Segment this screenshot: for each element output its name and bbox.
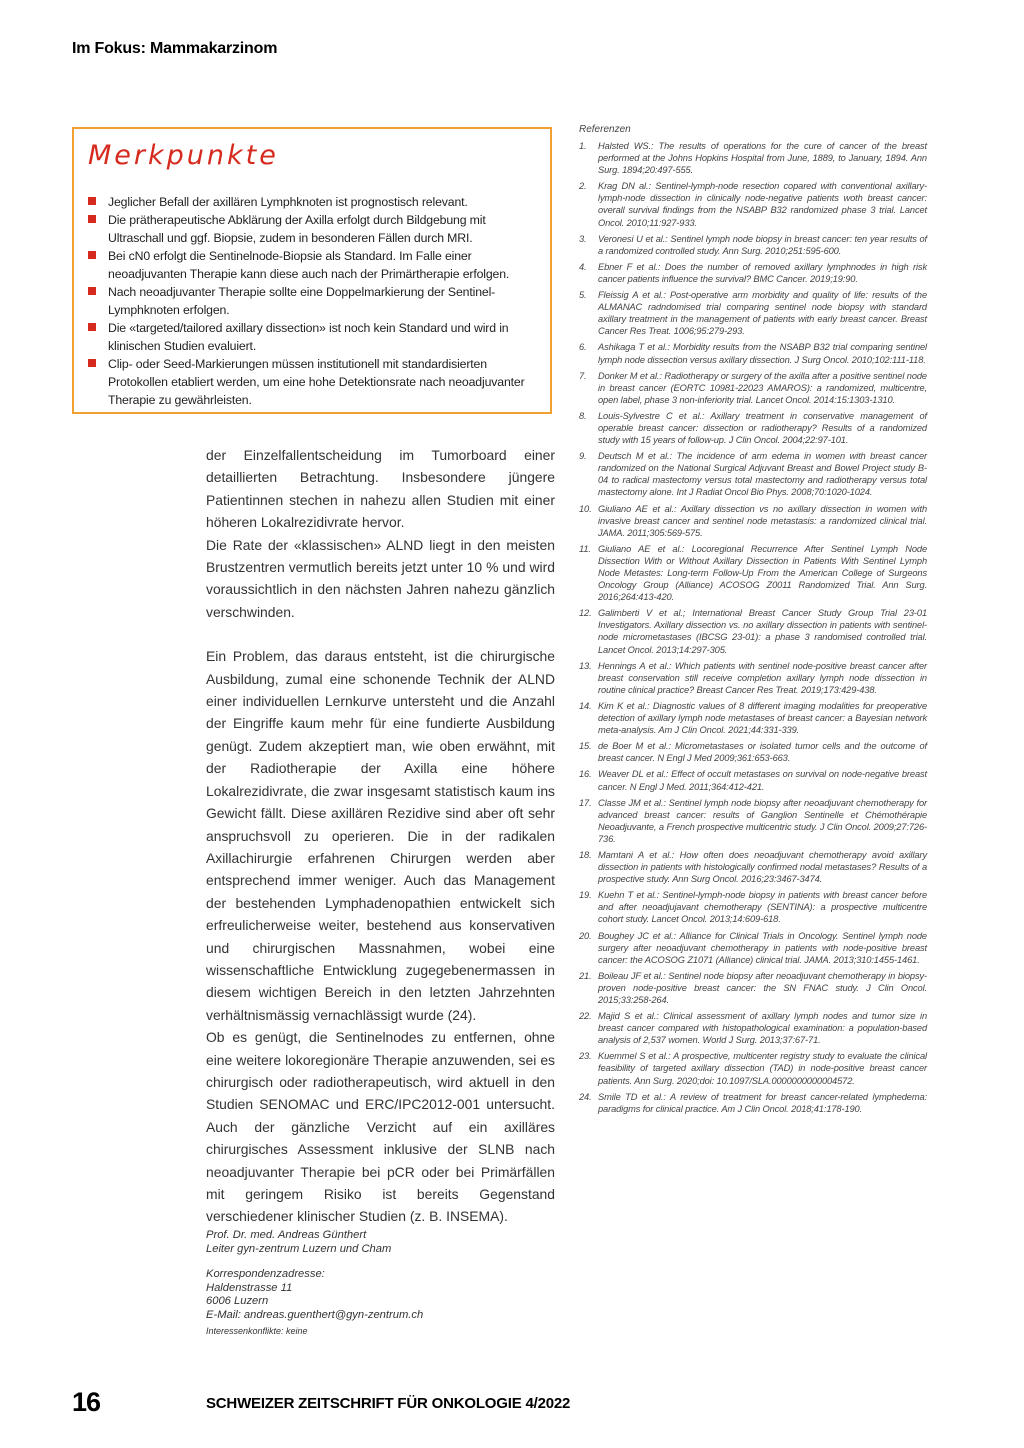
section-title: Im Fokus: Mammakarzinom	[72, 40, 278, 57]
square-bullet-icon	[88, 287, 96, 295]
square-bullet-icon	[88, 215, 96, 223]
reference-text: Ebner F et al.: Does the number of removed axillary lymphnodes in high risk cancer patients influence the survival? BMC Cancer. 2019;19:90.	[598, 261, 927, 284]
reference-item	[579, 849, 927, 885]
author-email: E-Mail: andreas.guenthert@gyn-zentrum.ch	[206, 1308, 424, 1321]
reference-number: 20.	[579, 930, 592, 941]
reference-number: 10.	[579, 503, 592, 514]
reference-item	[579, 607, 927, 655]
article-body	[206, 444, 555, 1228]
address-street: Haldenstrasse 11	[206, 1281, 293, 1294]
reference-text: Krag DN al.: Sentinel-lymph-node resection copared with conventional axillary-lymph-node dissection in clinically node-negative patients woth breast cancer: overall survival findings from the NSABP B32 randomized phase 3 trial. Lancet Oncol. 2010;11:927-933.	[598, 181, 927, 228]
reference-text: Kuehn T et al.: Sentinel-lymph-node biopsy in patients with breast cancer before and after neoadjujavant chemotherapy (SENTINA): a prospective multicentre cohort study. Lancet Oncol. 2013;14:609-618.	[598, 890, 927, 925]
reference-item	[579, 797, 927, 845]
merkpunkte-item	[88, 319, 536, 355]
reference-item	[579, 768, 927, 792]
reference-text: Smile TD et al.: A review of treatment for breast cancer-related lymphedema: paradigms for clinical practice. Am J Clin Oncol. 2018;41:178-190.	[598, 1091, 927, 1114]
reference-item	[579, 341, 927, 365]
reference-number: 18.	[579, 849, 592, 860]
reference-number: 1.	[579, 141, 587, 151]
page-number: 16	[72, 1387, 101, 1417]
reference-item	[579, 1050, 927, 1086]
merkpunkte-item-text: Bei cN0 erfolgt die Sentinelnode-Biopsie als Standard. Im Falle einer neoadjuvanten Therapie kann diese auch nach der Primärtherapie erfolgen.	[108, 249, 510, 281]
references-list	[579, 140, 927, 1115]
reference-number: 15.	[579, 741, 592, 752]
correspondence-block	[206, 1268, 555, 1322]
references-title: Referenzen	[579, 124, 631, 135]
merkpunkte-item	[88, 283, 536, 319]
address-label: Korrespondenzadresse:	[206, 1268, 325, 1280]
square-bullet-icon	[88, 359, 96, 367]
merkpunkte-item-text: Die prätherapeutische Abklärung der Axilla erfolgt durch Bildgebung mit Ultraschall und ggf. Biopsie, zudem in besonderen Fällen durch MRI.	[108, 213, 486, 245]
reference-item	[579, 180, 927, 228]
body-paragraph: Die Rate der «klassischen» ALND liegt in den meisten Brustzentren vermutlich bereits jetzt unter 10 % und wird voraussichtlich in den nächsten Jahren nahezu gänzlich verschwinden.	[206, 536, 555, 620]
reference-item	[579, 140, 927, 176]
reference-text: Giuliano AE et al.: Axillary dissection vs no axillary dissection in women with invasive breast cancer and sentinel node metastasis: a randomized clinical trial. JAMA. 2011;305:569-575.	[598, 503, 927, 538]
merkpunkte-title: Merkpunkte	[88, 140, 279, 171]
reference-text: Kim K et al.: Diagnostic values of 8 different imaging modalities for preoperative detection of axillary lymph node metastases of breast cancer: a Bayesian network meta-analysis. Am J Clin Oncol. 2021;44:331-339.	[598, 700, 927, 736]
reference-number: 12.	[579, 608, 592, 619]
reference-number: 14.	[579, 700, 592, 711]
reference-text: Boileau JF et al.: Sentinel node biopsy after neoadjuvant chemotherapy in biopsy-proven node-positive breast cancer: the SN FNAC study. J Clin Oncol. 2015;33:258-264.	[598, 970, 927, 1005]
reference-item	[579, 970, 927, 1006]
reference-item	[579, 1010, 927, 1046]
paragraph-spacer	[206, 623, 555, 645]
address-city: 6006 Luzern	[206, 1295, 269, 1307]
reference-item	[579, 660, 927, 696]
merkpunkte-item-text: Clip- oder Seed-Markierungen müssen institutionell mit standardisierten Protokollen etabliert werden, um eine hohe Detektionsrate nach neoadjuvanter Therapie zu gewährleisten.	[108, 357, 525, 407]
merkpunkte-item-text: Die «targeted/tailored axillary dissection» ist noch kein Standard und wird in klinischen Studien evaluiert.	[108, 321, 509, 353]
reference-number: 5.	[579, 290, 587, 301]
reference-item	[579, 889, 927, 925]
reference-item	[579, 1091, 927, 1115]
square-bullet-icon	[88, 323, 96, 331]
merkpunkte-item	[88, 355, 536, 409]
reference-item	[579, 740, 927, 764]
reference-number: 6.	[579, 342, 587, 353]
reference-text: Mamtani A et al.: How often does neoadjuvant chemotherapy avoid axillary dissection in patients with histologically confirmed nodal metastases? Results of a prospective study. Ann Surg Oncol. 2016;23:3467-3474.	[598, 849, 927, 885]
reference-item	[579, 289, 927, 337]
reference-number: 9.	[579, 451, 587, 462]
reference-text: Halsted WS.: The results of operations for the cure of cancer of the breast performed at the Johns Hopkins Hospital from June, 1889, to January, 1894. Ann Surg. 1894;20:497-555.	[598, 141, 927, 176]
reference-number: 13.	[579, 660, 592, 671]
body-paragraph: Ein Problem, das daraus entsteht, ist die chirurgische Ausbildung, zumal eine schonende Technik der ALND einer individuellen Lernkurve untersteht und die Anzahl der Eingriffe kaum mehr für eine fundierte Ausbildung genügt. Zudem akzeptiert man, wie oben erwähnt, mit der Radiotherapie der Axilla eine höhere Lokalrezidivrate, die zwar insgesamt statistisch kaum ins Gewicht fällt. Diese axillären Rezidive sind aber oft sehr anspruchsvoll zu operieren. Die in der radikalen Axillachirurgie erfahrenen Chirurgen werden aber entsprechend immer weniger. Auch das Management der bestehenden Lymphadenopathien entwickelt sich erfreulicherweise weiter, bestehend aus konservativen und chirurgischen Massnahmen, wobei eine wissenschaftliche Entwicklung zugegebenermassen in diesem wichtigen Bereich in den letzten Jahrzehnten verhältnismässig vernachlässigt wurde (24).	[206, 648, 555, 1023]
merkpunkte-item	[88, 247, 536, 283]
reference-text: Giuliano AE et al.: Locoregional Recurrence After Sentinel Lymph Node Dissection With or Without Axillary Dissection in Patients With Sentinel Lymph Node Metastes: Long-term Follow-Up From the American College of Surgeons Oncology Group (Alliance) ACOSOG Z0011 Randomized Trial. Ann Surg. 2016;264:413-420.	[598, 543, 927, 603]
reference-number: 3.	[579, 233, 587, 244]
reference-number: 16.	[579, 769, 592, 780]
reference-text: Donker M et al.: Radiotherapy or surgery of the axilla after a positive sentinel node in breast cancer (EORTC 10981-22023 AMAROS): a randomized, multicentre, open label, phase 3 non-inferiority trial. Lancet Oncol. 2014:15:1303-1310.	[598, 370, 927, 405]
conflict-of-interest: Interessenkonflikte: keine	[206, 1326, 308, 1336]
reference-text: Galimberti V et al.; International Breast Cancer Study Group Trial 23-01 Investigators. Axillary dissection vs. no axillary dissection in patients with sentinel-node micrometastases (IBCSG 23-01): a phase 3 randomised controlled trial. Lancet Oncol. 2013;14:297-305.	[598, 608, 927, 655]
reference-number: 11.	[579, 543, 591, 554]
reference-text: Majid S et al.: Clinical assessment of axillary lymph nodes and tumor size in breast cancer compared with histopathological examination: a population-based analysis of 2,537 women. World J Surg. 2013;37:67-71.	[598, 1011, 927, 1046]
reference-number: 21.	[579, 970, 592, 981]
reference-item	[579, 233, 927, 257]
reference-item	[579, 543, 927, 603]
reference-text: Hennings A et al.: Which patients with sentinel node-positive breast cancer after breast conservation still receive completion axillary lymph node dissection in routine clinical practice? Breast Cancer Res Treat. 2019;173:429-438.	[598, 660, 927, 695]
reference-text: Ashikaga T et al.: Morbidity results from the NSABP B32 trial comparing sentinel lymph node dissection versus axillary dissection. J Surg Oncol. 2010;102:111-118.	[598, 342, 927, 365]
reference-text: Deutsch M et al.: The incidence of arm edema in women with breast cancer randomized on the National Surgical Adjuvant Breast and Bowel Project study B-04 to radical mastectomy versus total mastectomy and radiotherapy versus total mastectomy alone. Int J Radiat Oncol Bio Phys. 2008;70:1020-1024.	[598, 451, 927, 498]
reference-number: 2.	[579, 181, 587, 192]
reference-number: 22.	[579, 1011, 592, 1022]
reference-item	[579, 503, 927, 539]
merkpunkte-item	[88, 193, 536, 211]
reference-number: 4.	[579, 261, 587, 272]
author-block	[206, 1229, 555, 1339]
reference-number: 17.	[579, 797, 592, 808]
reference-item	[579, 450, 927, 498]
author-name: Prof. Dr. med. Andreas Günthert	[206, 1229, 367, 1241]
merkpunkte-box	[72, 127, 552, 414]
reference-number: 19.	[579, 890, 592, 901]
reference-text: Veronesi U et al.: Sentinel lymph node biopsy in breast cancer: ten year results of a randomized controlled study. Ann Surg. 2010;251:595-600.	[598, 233, 927, 256]
reference-number: 24.	[579, 1091, 592, 1102]
reference-number: 23.	[579, 1051, 592, 1062]
reference-item	[579, 261, 927, 285]
reference-text: Weaver DL et al.: Effect of occult metastases on survival on node-negative breast cancer. N Engl J Med. 2011;364:412-421.	[598, 769, 927, 792]
journal-name: SCHWEIZER ZEITSCHRIFT FÜR ONKOLOGIE 4/2022	[206, 1395, 571, 1412]
reference-text: de Boer M et al.: Micrometastases or isolated tumor cells and the outcome of breast cancer. N Engl J Med 2009;361:653-663.	[598, 741, 927, 764]
reference-item	[579, 700, 927, 736]
reference-item	[579, 410, 927, 446]
merkpunkte-list	[88, 193, 536, 409]
square-bullet-icon	[88, 197, 96, 205]
reference-text: Classe JM et al.: Sentinel lymph node biopsy after neoadjuvant chemotherapy for advanced breast cancer: results of Ganglion Sentinelle et Chémothérapie Neoadjuvante, a French prospective multicentric study. J Clin Oncol. 2009;27:726-736.	[598, 797, 927, 844]
merkpunkte-item	[88, 211, 536, 247]
reference-text: Fleissig A et al.: Post-operative arm morbidity and quality of life: results of the ALMANAC radndomised trial comparing sentinel node biopsy with standard axillary treatment in the management of patients with early breast cancer. Breast Cancer Res Treat. 1006;95:279-293.	[598, 290, 927, 337]
reference-text: Kuemmel S et al.: A prospective, multicenter registry study to evaluate the clinical feasibility of targeted axillary dissection (TAD) in node-positive breast cancer patients. Ann Surg. 2020;doi: 10.1097/SLA.0000000000004572.	[598, 1051, 927, 1086]
body-paragraph: der Einzelfallentscheidung im Tumorboard einer detaillierten Betrachtung. Insbesondere jüngere Patientinnen stechen in nahezu allen Studien mit einer höheren Lokalrezidivrate hervor.	[206, 447, 555, 531]
reference-item	[579, 930, 927, 966]
author-affiliation: Leiter gyn-zentrum Luzern und Cham	[206, 1242, 392, 1255]
reference-text: Boughey JC et al.: Alliance for Clinical Trials in Oncology. Sentinel lymph node surgery after neoadjuvant chemotherapy in patients with node-positive breast cancer: the ACOSOG Z1071 (Alliance) clinical trial. JAMA. 2013;310:1455-1461.	[598, 930, 927, 965]
merkpunkte-item-text: Jeglicher Befall der axillären Lymphknoten ist prognostisch relevant.	[108, 195, 468, 209]
body-paragraph: Ob es genügt, die Sentinelnodes zu entfernen, ohne eine weitere lokoregionäre Therapie anzuwenden, sei es chirurgisch oder radiotherapeutisch, wird aktuell in den Studien SENOMAC und ERC/IPC2012-001 untersucht. Auch der gänzliche Verzicht auf ein axilläres chirurgisches Assessment inklusive der SLNB nach neoadjuvanter Therapie bei pCR oder bei Primärfällen mit geringem Risiko ist bereits Gegenstand verschiedener klinischer Studien (z. B. INSEMA).	[206, 1029, 555, 1225]
reference-text: Louis-Sylvestre C et al.: Axillary treatment in conservative management of operable breast cancer: dissection or radiotherapy? Results of a randomized study with 15 years of follow-up. J Clin Oncol. 2004;22:97-101.	[598, 410, 927, 446]
merkpunkte-item-text: Nach neoadjuvanter Therapie sollte eine Doppelmarkierung der Sentinel-Lymphknoten erfolgen.	[108, 285, 496, 317]
references	[579, 124, 927, 1119]
square-bullet-icon	[88, 251, 96, 259]
reference-number: 8.	[579, 410, 587, 421]
reference-item	[579, 370, 927, 406]
reference-number: 7.	[579, 370, 587, 381]
